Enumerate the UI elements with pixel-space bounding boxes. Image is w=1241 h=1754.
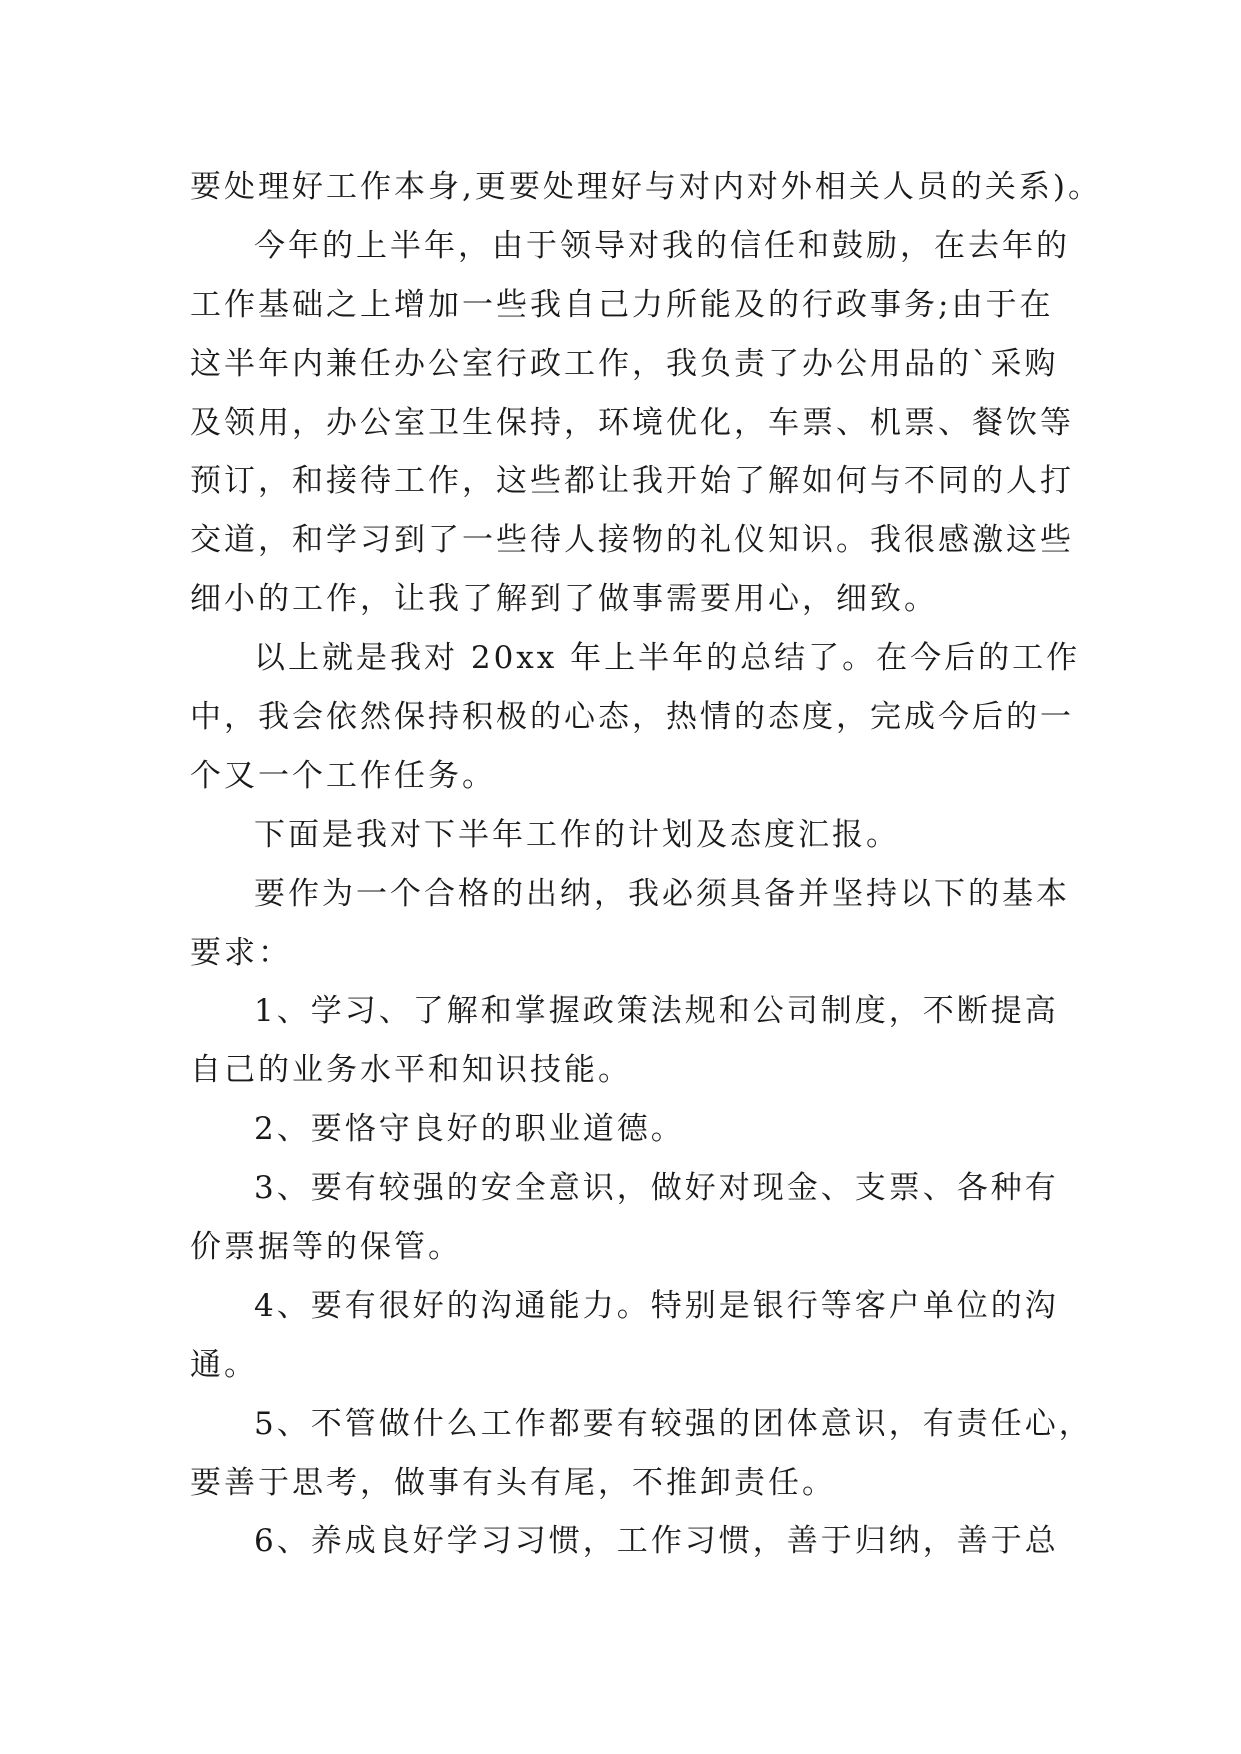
text-line: 1、学习、了解和掌握政策法规和公司制度，不断提高 [254,993,1059,1030]
text-line: 3、要有较强的安全意识，做好对现金、支票、各种有 [254,1170,1059,1207]
text-line: 这半年内兼任办公室行政工作，我负责了办公用品的`采购 [190,345,1059,382]
text-line: 下面是我对下半年工作的计划及态度汇报。 [254,816,900,853]
text-line: 价票据等的保管。 [190,1229,462,1266]
text-line: 要求： [190,934,292,971]
text-line: 2、要恪守良好的职业道德。 [254,1111,685,1148]
text-line: 以上就是我对 20xx 年上半年的总结了。在今后的工作 [254,640,1081,677]
text-line: 自己的业务水平和知识技能。 [190,1052,632,1089]
document-body [190,158,1102,1571]
text-line: 通。 [190,1346,258,1383]
text-line: 5、不管做什么工作都要有较强的团体意识，有责任心， [254,1405,1093,1442]
text-line: 要善于思考，做事有头有尾，不推卸责任。 [190,1464,836,1501]
text-line: 工作基础之上增加一些我自己力所能及的行政事务;由于在 [190,286,1054,323]
text-line: 今年的上半年，由于领导对我的信任和鼓励，在去年的 [254,227,1070,264]
text-line: 4、要有很好的沟通能力。特别是银行等客户单位的沟 [254,1287,1059,1324]
text-line: 6、养成良好学习习惯，工作习惯，善于归纳，善于总 [254,1523,1059,1560]
text-line: 交道，和学习到了一些待人接物的礼仪知识。我很感激这些 [190,522,1074,559]
text-line: 细小的工作，让我了解到了做事需要用心，细致。 [190,581,938,618]
text-line: 个又一个工作任务。 [190,757,496,794]
text-line: 中，我会依然保持积极的心态，热情的态度，完成今后的一 [190,699,1074,736]
text-line: 要作为一个合格的出纳，我必须具备并坚持以下的基本 [254,875,1070,912]
text-line: 要处理好工作本身,更要处理好与对内对外相关人员的关系)。 [190,169,1102,205]
text-line: 预订，和接待工作，这些都让我开始了解如何与不同的人打 [190,463,1074,500]
text-line: 及领用，办公室卫生保持，环境优化，车票、机票、餐饮等 [190,404,1074,441]
